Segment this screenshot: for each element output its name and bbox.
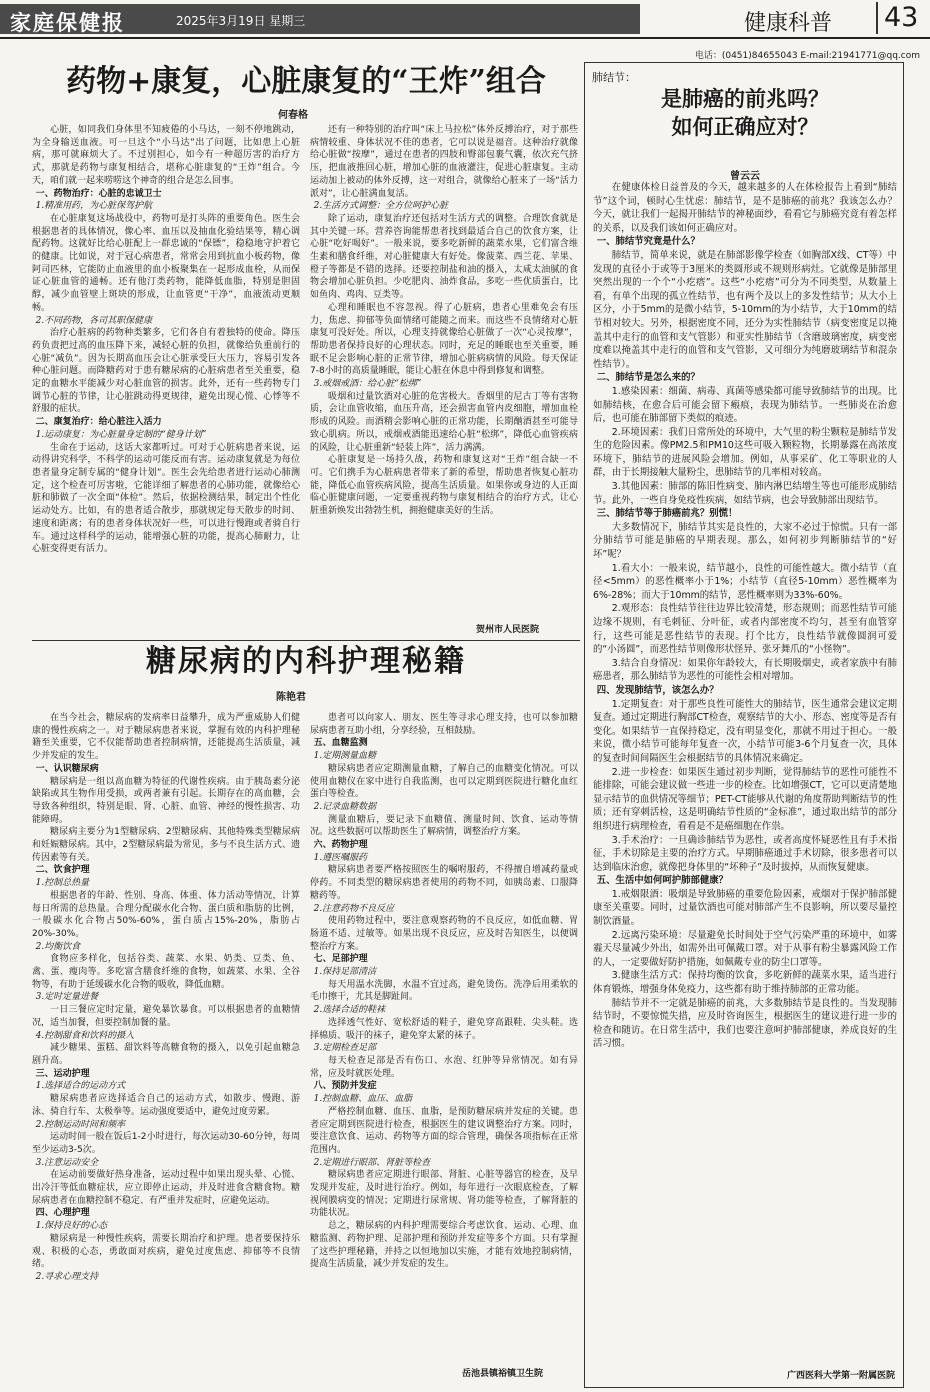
paragraph: 2.进一步检查：如果医生通过初步判断，觉得肺结节的恶性可能性不能排除，可能会建议做一些进一步的检查。比如增强CT，它可以更清楚地显示结节的血供情况等细节；PET-CT能够从代谢的角度帮助判断结节的性质；还有穿刺活检，这是明确结节性质的“金标准”，通过取出结节的部分组织进行病理检查，看看是不是癌细胞在作祟。	[593, 766, 897, 832]
paragraph: 3.手术治疗：一旦确诊肺结节为恶性，或者高度怀疑恶性且有手术指征，手术切除是主要的治疗方式。早期肺癌通过手术切除，很多患者可以达到临床治愈，就像把身体里的“坏种子”及时拔掉，从而恢复健康。	[593, 834, 897, 873]
masthead-rule	[0, 37, 930, 39]
paragraph: 1.感染因素：细菌、病毒、真菌等感染都可能导致肺结节的出现。比如肺结核，在愈合后可能会留下瘢痕，表现为肺结节。一些肺炎在治愈后，也可能在肺部留下类似的痕迹。	[593, 385, 897, 425]
subheading: 2.不同药物，各司其职保健康	[35, 315, 153, 326]
section-heading: 四、发现肺结节，该怎么办？	[596, 684, 719, 696]
paragraph: 糖尿病主要分为1型糖尿病、2型糖尿病、其他特殊类型糖尿病和妊娠糖尿病。其中，2型糖尿病最为常见，多与不良生活方式、遗传因素等有关。	[32, 827, 300, 863]
paragraph: 糖尿病患者应定期测量血糖，了解自己的血糖变化情况。可以使用血糖仪在家中进行自我监测，也可以定期到医院进行糖化血红蛋白等检查。	[310, 763, 578, 800]
subheading: 4.控制甜食和饮料的摄入	[35, 1030, 135, 1041]
sidebar-tag: 肺结节：	[592, 71, 636, 84]
article-divider	[32, 640, 580, 641]
paragraph: 3.健康生活方式：保持均衡的饮食，多吃新鲜的蔬菜水果，适当进行体育锻炼，增强身体免疫力，这些都有助于维持肺部的正常功能。	[593, 970, 897, 996]
sidebar-title	[585, 85, 905, 141]
sidebar-title-line2: 如何正确应对？	[671, 114, 819, 139]
article2-author: 陈艳君	[276, 692, 306, 703]
subheading: 1.保持足部清洁	[313, 967, 377, 978]
section-heading: 一、认识糖尿病	[35, 763, 99, 774]
subheading: 2.记录血糖数据	[313, 801, 377, 812]
section-heading: 一、药物治疗：心脏的忠诚卫士	[35, 188, 162, 199]
article2-source: 岳池县镇裕镇卫生院	[462, 1369, 544, 1379]
paragraph: 测量血糖后，要记录下血糖值、测量时间、饮食、运动等情况。这些数据可以帮助医生了解病情，调整治疗方案。	[310, 814, 578, 838]
paragraph: 糖尿病是一种慢性疾病，需要长期治疗和护理。患者要保持乐观、积极的心态，勇敢面对疾病，避免过度焦虑、抑郁等不良情绪。	[32, 1233, 300, 1270]
paragraph: 2.远离污染环境：尽量避免长时间处于空气污染严重的环境中，如雾霾天尽量减少外出，如需外出可佩戴口罩。对于从事有粉尘暴露风险工作的人，一定要做好防护措施，如佩戴专业的防尘口罩等。	[593, 929, 897, 968]
paragraph: 除了运动，康复治疗还包括对生活方式的调整。合理饮食就是其中关键一环。营养咨询能帮患者找到最适合自己的饮食方案，让心脏“吃好喝好”。一般来说，要多吃新鲜的蔬菜水果，它们富含维生素和膳食纤维，对心脏健康大有好处。像菠菜、西兰花、苹果、橙子等都是不错的选择。还要控制盐和油的摄入，太咸太油腻的食物会增加心脏负担。少吃肥肉、油炸食品，多吃一些优质蛋白，比如鱼肉、鸡肉、豆类等。	[310, 213, 578, 301]
section-heading: 五、生活中如何呵护肺部健康？	[596, 875, 729, 887]
issue-date: 2025年3月19日 星期三	[176, 14, 306, 28]
subheading: 3.注意运动安全	[35, 1157, 99, 1168]
subheading: 1.保持良好的心态	[35, 1221, 108, 1232]
section-heading: 二、康复治疗：给心脏注入活力	[35, 417, 162, 428]
subheading: 2.选择合适的鞋袜	[313, 1005, 386, 1016]
paragraph: 心脏康复是一场持久战，药物和康复这对“王炸”组合缺一不可。它们携手为心脏病患者带来了新的希望，帮助患者恢复心脏功能，降低心血管疾病风险，提高生活质量。如果你或身边的人正面临心脏健康问题，一定要重视药物与康复相结合的治疗方式，让心脏重新焕发出勃勃生机，拥抱健康美好的生活。	[310, 455, 578, 517]
subheading: 3.戒烟戒酒：给心脏“松绑”	[313, 379, 422, 390]
subheading: 1.控制血糖、血压、血脂	[313, 1094, 413, 1105]
paragraph: 治疗心脏病的药物种类繁多，它们各自有着独特的使命。降压药负责把过高的血压降下来，减轻心脏的负担，就像给负重前行的心脏“减负”。因为长期高血压会让心脏承受巨大压力，容易引发各种心脏问题。而降糖药对于患有糖尿病的心脏病患者至关重要，稳定的血糖水平能减少对心脏血管的损害。此外，还有一些药物专门调节心脏的节律，让心脏跳动得更规律，避免出现心慌、心悸等不舒服的症状。	[32, 328, 300, 415]
article1-column-2	[310, 124, 578, 618]
subheading: 1.运动康复：为心脏量身定制的“健身计划”	[35, 429, 207, 440]
paragraph: 糖尿病患者要严格按照医生的嘱咐服药，不得擅自增减药量或停药。不同类型的糖尿病患者使用的药物不同，如胰岛素、口服降糖药等。	[310, 865, 578, 901]
section-heading: 二、肺结节是怎么来的？	[596, 372, 700, 384]
page-number: 43	[876, 2, 918, 34]
paragraph: 1.看大小：一般来说，结节越小，良性的可能性越大。微小结节（直径<5mm）的恶性概率小于1%；小结节（直径5-10mm）恶性概率为6%-28%；而大于10mm的结节，恶性概率则为33%-60%。	[593, 562, 897, 601]
subheading: 3.定时定量进餐	[35, 992, 99, 1003]
paragraph: 严格控制血糖、血压、血脂，是预防糖尿病并发症的关键。患者应定期到医院进行检查，根据医生的建议调整治疗方案。同时，要注意饮食、运动、药物等方面的综合管理，确保各项指标在正常范围内。	[310, 1106, 578, 1155]
paragraph: 心理和睡眠也不容忽视。得了心脏病，患者心里难免会有压力，焦虑、抑郁等负面情绪可能随之而来。而这些不良情绪对心脏康复可没好处。所以，心理支持就像给心脏做了一次“心灵按摩”，帮助患者保持良好的心理状态。同时，充足的睡眠也至关重要，睡眠不足会影响心脏的正常节律，增加心脏病病情的风险。每天保证7-8小时的高质量睡眠，能让心脏在休息中得到修复和调整。	[310, 302, 578, 377]
subheading: 1.选择适合的运动方式	[35, 1081, 126, 1092]
article2-column-1	[32, 712, 300, 1378]
article1-source: 贺州市人民医院	[476, 625, 540, 635]
section-heading: 七、足部护理	[313, 954, 368, 965]
section-heading: 四、心理护理	[35, 1208, 90, 1219]
sidebar-article	[584, 62, 904, 1388]
subheading: 1.遵医嘱服药	[313, 852, 368, 863]
paragraph: 1.定期复查：对于那些良性可能性大的肺结节，医生通常会建议定期复查。通过定期进行胸部CT检查，观察结节的大小、形态、密度等是否有变化。如果结节一直保持稳定，没有明显变化，那就不用过于担心。一般来说，微小结节可能每年复查一次，小结节可能3-6个月复查一次，具体的复查时间间隔医生会根据结节的具体情况来确定。	[593, 698, 897, 764]
masthead	[0, 0, 930, 61]
subheading: 2.生活方式调整：全方位呵护心脏	[313, 201, 449, 212]
paper-name: 家庭保健报	[10, 11, 125, 35]
subheading: 2.注意药物不良反应	[313, 903, 395, 914]
paragraph: 肺结节并不一定就是肺癌的前兆，大多数肺结节是良性的。当发现肺结节时，不要惊慌失措，应及时咨询医生，根据医生的建议进行进一步的检查和随访。在日常生活中，我们也要注意呵护肺部健康，养成良好的生活习惯。	[593, 997, 897, 1050]
paragraph: 2.环境因素：我们日常所处的环境中，大气里的粉尘颗粒是肺结节发生的危险因素。像PM2.5和PM10这些可吸入颗粒物，长期暴露在高浓度环境下，肺结节的进展风险会增加。例如，从事采矿、化工等职业的人群，由于长期接触大量粉尘，患肺结节的几率相对较高。	[593, 426, 897, 479]
paragraph: 肺结节，简单来说，就是在肺部影像学检查（如胸部X线、CT等）中发现的直径小于或等于3厘米的类圆形或不规则形病灶。它就像是肺部里突然出现的一个个“小疙瘩”。这些“小疙瘩”可分为不同类型，从数量上看，有单个出现的孤立性结节，也有两个及以上的多发性结节；从大小上区分，小于5mm的是微小结节，5-10mm的为小结节，大于10mm的结节相对较大。另外，根据密度不同，还分为实性肺结节（病变密度足以掩盖其中走行的血管和支气管影）和亚实性肺结节（含磨玻璃密度，病变密度难以掩盖其中走行的血管和支气管影，又可细分为纯磨玻璃结节和混杂性结节）。	[593, 249, 897, 370]
sidebar-title-line1: 是肺癌的前兆吗？	[661, 86, 829, 111]
paragraph: 总之，糖尿病的内科护理需要综合考虑饮食、运动、心理、血糖监测、药物护理、足部护理和预防并发症等多个方面。只有掌握了这些护理秘籍，并持之以恒地加以实施，才能有效地控制病情，提高生活质量，减少并发症的发生。	[310, 1221, 578, 1270]
section-heading: 三、肺结节等于肺癌前兆？别慌！	[596, 508, 738, 520]
paragraph: 根据患者的年龄、性别、身高、体重、体力活动等情况，计算每日所需的总热量。合理分配碳水化合物、蛋白质和脂肪的比例，一般碳水化合物占50%-60%，蛋白质占15%-20%，脂肪占20%-30%。	[32, 890, 300, 939]
contact-info: 电话：(0451)84655043 E-mail:21941771@qq.com	[694, 51, 920, 61]
paragraph: 使用药物过程中，要注意观察药物的不良反应，如低血糖、胃肠道不适、过敏等。如果出现不良反应，应及时告知医生，以便调整治疗方案。	[310, 916, 578, 952]
section-heading: 二、饮食护理	[35, 865, 90, 876]
sidebar-source: 广西医科大学第一附属医院	[786, 1371, 895, 1381]
section-heading: 五、血糖监测	[313, 738, 368, 749]
paragraph: 食物应多样化，包括谷类、蔬菜、水果、奶类、豆类、鱼、禽、蛋、瘦肉等。多吃富含膳食纤维的食物，如蔬菜、水果、全谷物等，有助于延缓碳水化合物的吸收，降低血糖。	[32, 954, 300, 990]
paragraph: 心脏，如同我们身体里不知疲倦的小马达，一刻不停地跳动，为全身输送血液。可一旦这个“小马达”出了问题，比如患上心脏病，那可就麻烦大了。不过别担心，如今有一种超厉害的治疗方式，那就是药物与康复相结合，堪称心脏康复的“王炸”组合。今天，咱们就一起来唠唠这个神奇的组合是怎么回事。	[32, 125, 300, 186]
paragraph: 在当今社会，糖尿病的发病率日益攀升，成为严重威胁人们健康的慢性疾病之一。对于糖尿病患者来说，掌握有效的内科护理秘籍至关重要，它不仅能帮助患者控制病情，还能提高生活质量，减少并发症的发生。	[32, 713, 300, 762]
subheading: 1.精准用药，为心脏保驾护航	[35, 201, 153, 212]
paragraph: 每天检查足部是否有伤口、水泡、红肿等异常情况。如有异常，应及时就医处理。	[310, 1055, 578, 1079]
subheading: 2.寻求心理支持	[35, 1271, 99, 1282]
paragraph: 糖尿病是一组以高血糖为特征的代谢性疾病。由于胰岛素分泌缺陷或其生物作用受损，或两者兼有引起。长期存在的高血糖，会导致各种组织，特别是眼、肾、心脏、血管、神经的慢性损害、功能障碍。	[32, 776, 300, 825]
paragraph: 减少糖果、蛋糕、甜饮料等高糖食物的摄入，以免引起血糖急剧升高。	[32, 1043, 300, 1066]
paragraph: 2.观形态：良性结节往往边界比较清楚，形态规则；而恶性结节可能边缘不规则，有毛刺征、分叶征，或者内部密度不均匀，甚至有血管穿行，这些可能是恶性结节的表现。打个比方，良性结节就像圆润可爱的“小汤圆”，而恶性结节则像形状怪异、张牙舞爪的“小怪物”。	[593, 603, 897, 656]
paragraph: 患者可以向家人、朋友、医生等寻求心理支持，也可以参加糖尿病患者互助小组，分享经验，互相鼓励。	[310, 713, 578, 736]
paragraph: 还有一种特别的治疗叫“床上马拉松”体外反搏治疗，对于那些病情较重、身体状况不佳的患者，它可以说是福音。这种治疗就像给心脏做“按摩”，通过在患者的四肢和臀部包裹气囊，依次充气挤压，把血液推回心脏，增加心脏的血液灌注，促进心脏康复。主动运动加上被动的体外反搏，这一对组合，就像给心脏来了一场“活力派对”，让心脏满血复活。	[310, 125, 578, 199]
subheading: 2.控制运动时间和频率	[35, 1119, 126, 1130]
section-heading: 一、肺结节究竟是什么？	[596, 236, 700, 248]
sidebar-body	[593, 181, 897, 1361]
paragraph: 吸烟和过量饮酒对心脏的危害极大。香烟里的尼古丁等有害物质，会让血管收缩，血压升高，还会损害血管内皮细胞，增加血栓形成的风险。而酒精会影响心脏的正常功能，长期酗酒甚至可能导致心肌病。所以，戒烟戒酒能迅速给心脏“松绑”，降低心血管疾病的风险，让心脏重新“轻装上阵”，活力满满。	[310, 391, 578, 453]
subheading: 2.均衡饮食	[35, 941, 81, 952]
subheading: 1.定期测量血糖	[313, 751, 377, 762]
section-title: 健康科普	[744, 11, 833, 36]
paragraph: 在健康体检日益普及的今天，越来越多的人在体检报告上看到“肺结节”这个词，顿时心生忧虑：肺结节，是不是肺癌的前兆？我该怎么办？今天，就让我们一起揭开肺结节的神秘面纱，看看它与肺癌究竟有着怎样的关系，以及我们该如何正确应对。	[593, 182, 897, 234]
article2-column-2	[310, 712, 578, 1360]
paragraph: 在心脏康复这场战役中，药物可是打头阵的重要角色。医生会根据患者的具体情况，像心率、血压以及抽血化验结果等，精心调配药物。这就好比给心脏配上一群忠诚的“保镖”，稳稳地守护着它的健康。比如说，对于冠心病患者，常常会用到抗血小板药物，像阿司匹林，它能防止血液里的血小板聚集在一起形成血栓，从而保证心脏血管的通畅。还有他汀类药物，能降低血脂，特别是胆固醇，减少血管壁上斑块的形成，让血管更“干净”，血液流动更顺畅。	[32, 213, 300, 313]
sidebar-author: 曾云云	[730, 171, 760, 182]
paragraph: 生命在于运动，这话大家都听过。可对于心脏病患者来说，运动得讲究科学，不科学的运动可能反而有害。运动康复就是为每位患者量身定制专属的“健身计划”。医生会先给患者进行运动心肺测定，这个检查可厉害啦，它能详细了解患者的心肺功能，就像给心脏和肺做了一次全面“体检”。然后，依据检测结果，制定出个性化运动处方。比如，有的患者适合散步，那就规定每天散步的时间、速度和距离；有的患者身体状况好一些，可以进行慢跑或者骑自行车。通过这样科学的运动，能增强心脏的功能，提高心肺耐力，让心脏变得更有活力。	[32, 442, 300, 555]
subheading: 3.定期检查足部	[313, 1043, 377, 1054]
paragraph: 3.结合自身情况：如果你年龄较大，有长期吸烟史，或者家族中有肺癌患者，那么肺结节为恶性的可能性会相对增加。	[593, 657, 897, 683]
paragraph: 糖尿病患者应选择适合自己的运动方式，如散步、慢跑、游泳、骑自行车、太极拳等。运动强度要适中，避免过度劳累。	[32, 1094, 300, 1117]
paragraph: 运动时间一般在饭后1-2小时进行，每次运动30-60分钟，每周至少运动3-5次。	[32, 1132, 300, 1155]
paragraph: 每天用温水洗脚，水温不宜过高，避免烫伤。洗净后用柔软的毛巾擦干，尤其是脚趾间。	[310, 979, 578, 1003]
article2-title: 糖尿病的内科护理秘籍	[146, 644, 466, 679]
paragraph: 一日三餐应定时定量，避免暴饮暴食。可以根据患者的血糖情况，适当加餐，但要控制加餐的量。	[32, 1005, 300, 1028]
paragraph: 大多数情况下，肺结节其实是良性的，大家不必过于惊慌。只有一部分肺结节可能是肺癌的早期表现。那么，如何初步判断肺结节的“好坏”呢？	[593, 521, 897, 561]
paragraph: 在运动前要做好热身准备，运动过程中如果出现头晕、心慌、出冷汗等低血糖症状，应立即停止运动，并及时进食含糖食物。糖尿病患者在血糖控制不稳定、有严重并发症时，应避免运动。	[32, 1170, 300, 1206]
section-heading: 三、运动护理	[35, 1068, 90, 1079]
paragraph: 糖尿病患者应定期进行眼部、肾脏、心脏等器官的检查，及早发现并发症，及时进行治疗。例如，每年进行一次眼底检查，了解视网膜病变的情况；定期进行尿常规、肾功能等检查，了解肾脏的功能状况。	[310, 1170, 578, 1219]
article1-title: 药物+康复，心脏康复的“王炸”组合	[66, 64, 546, 99]
article1-column-1	[32, 124, 300, 634]
paragraph: 3.其他因素：肺部的陈旧性病变、肺内淋巴结增生等也可能形成肺结节。此外，一些自身免疫性疾病，如结节病，也会导致肺部出现结节。	[593, 481, 897, 506]
paragraph: 选择透气性好、宽松舒适的鞋子，避免穿高跟鞋、尖头鞋。选择棉质、吸汗的袜子，避免穿太紧的袜子。	[310, 1017, 578, 1041]
section-heading: 六、药物护理	[313, 840, 368, 851]
section-heading: 八、预防并发症	[313, 1081, 377, 1092]
masthead-bar	[0, 4, 640, 34]
subheading: 2.定期进行眼部、肾脏等检查	[313, 1157, 431, 1168]
paragraph: 1.戒烟限酒：吸烟是导致肺癌的重要危险因素，戒烟对于保护肺部健康至关重要。同时，过量饮酒也可能对肺部产生不良影响，所以要尽量控制饮酒量。	[593, 888, 897, 928]
article1-author: 何春格	[278, 110, 308, 121]
subheading: 1.控制总热量	[35, 878, 90, 889]
